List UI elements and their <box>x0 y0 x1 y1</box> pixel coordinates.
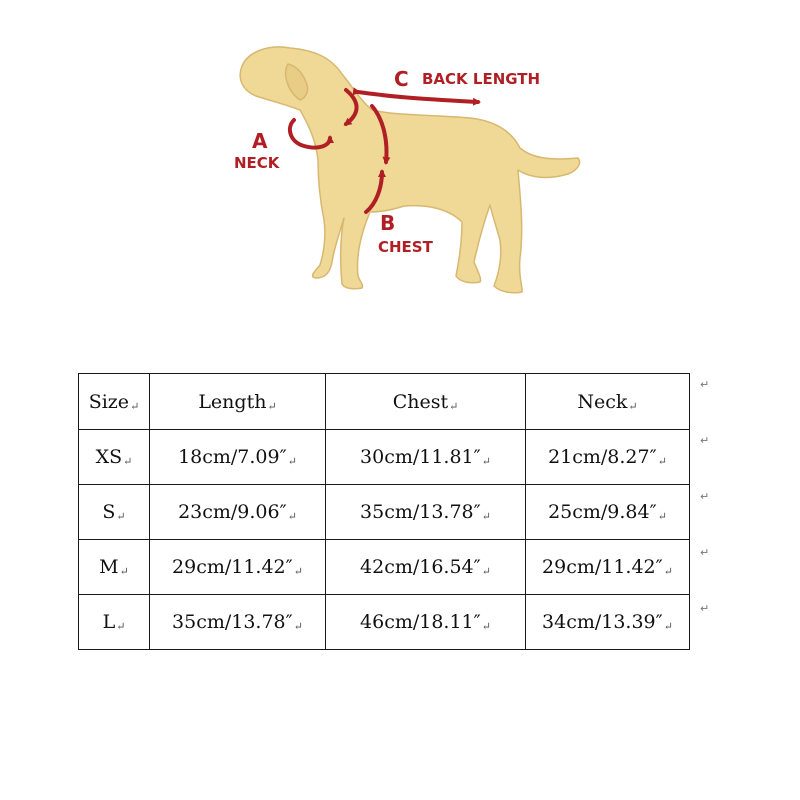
cell-neck: 21cm/8.27″↵ <box>526 430 690 485</box>
cell-neck: 25cm/9.84″↵ <box>526 485 690 540</box>
row-end-mark: ↵ <box>700 378 710 391</box>
paragraph-mark: ↵ <box>267 399 277 413</box>
cell-length: 29cm/11.42″↵ <box>150 540 326 595</box>
cell-length: 18cm/7.09″↵ <box>150 430 326 485</box>
header-size: Size↵ <box>79 374 150 430</box>
cell-size: M↵ <box>79 540 150 595</box>
cell-neck: 34cm/13.39″↵ <box>526 595 690 650</box>
cell-size: L↵ <box>79 595 150 650</box>
label-back-length: BACK LENGTH <box>422 70 541 88</box>
cell-chest: 30cm/11.81″↵ <box>326 430 526 485</box>
paragraph-mark: ↵ <box>628 399 638 413</box>
back-length-arrow <box>358 92 478 102</box>
label-chest: CHEST <box>378 238 433 256</box>
cell-length: 35cm/13.78″↵ <box>150 595 326 650</box>
table-row <box>79 595 690 650</box>
header-neck: Neck↵ <box>526 374 690 430</box>
dog-measurement-diagram <box>0 0 800 330</box>
row-end-mark: ↵ <box>700 602 710 615</box>
label-neck: NECK <box>234 154 280 172</box>
header-length: Length↵ <box>150 374 326 430</box>
cell-size: XS↵ <box>79 430 150 485</box>
table-row <box>79 540 690 595</box>
table-header-row <box>79 374 690 430</box>
row-end-mark: ↵ <box>700 490 710 503</box>
label-c-letter: C <box>394 67 409 91</box>
cell-size: S↵ <box>79 485 150 540</box>
row-end-mark: ↵ <box>700 546 710 559</box>
table-row <box>79 485 690 540</box>
row-end-mark: ↵ <box>700 434 710 447</box>
paragraph-mark: ↵ <box>449 399 459 413</box>
cell-chest: 35cm/13.78″↵ <box>326 485 526 540</box>
header-chest: Chest↵ <box>326 374 526 430</box>
cell-neck: 29cm/11.42″↵ <box>526 540 690 595</box>
cell-chest: 42cm/16.54″↵ <box>326 540 526 595</box>
size-chart-table <box>78 373 690 650</box>
table-row <box>79 430 690 485</box>
label-b-letter: B <box>380 211 396 235</box>
cell-length: 23cm/9.06″↵ <box>150 485 326 540</box>
label-a-letter: A <box>252 129 268 153</box>
cell-chest: 46cm/18.11″↵ <box>326 595 526 650</box>
paragraph-mark: ↵ <box>130 399 140 413</box>
